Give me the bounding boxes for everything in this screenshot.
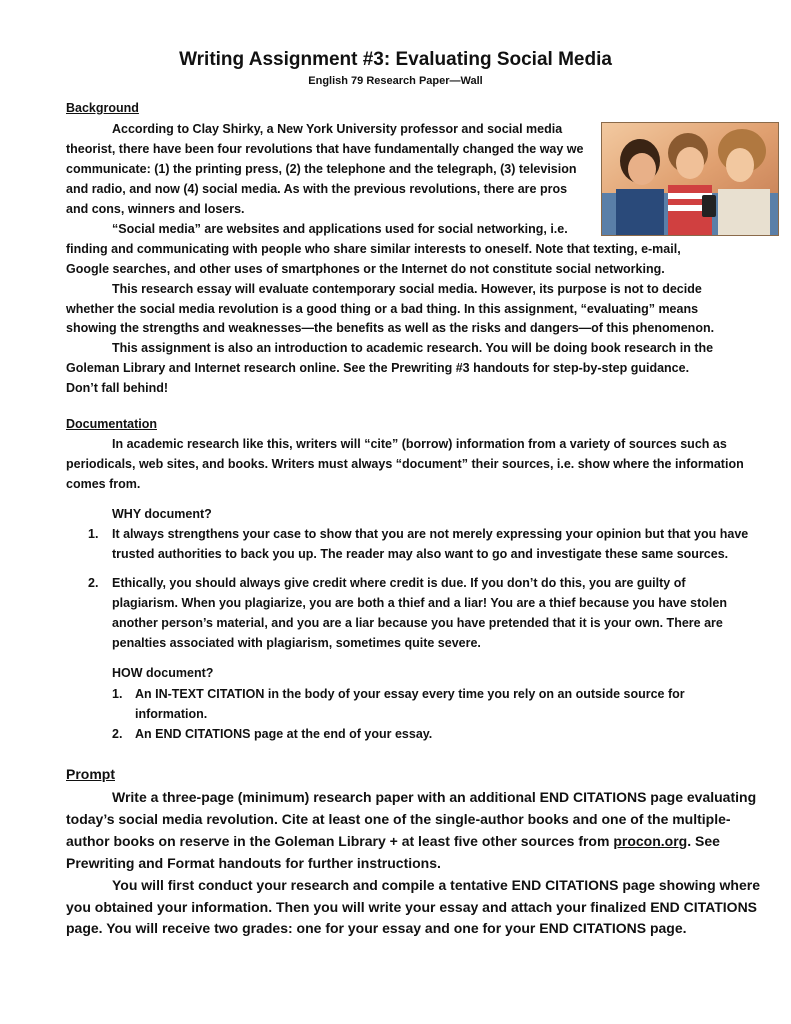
background-line: According to Clay Shirky, a New York University professor and social media: [112, 122, 563, 136]
background-line: whether the social media revolution is a good thing or a bad thing. In this assignment, “evaluating” means: [66, 302, 699, 316]
background-heading: Background: [66, 101, 139, 115]
list-number: 1.: [112, 687, 123, 701]
procon-link[interactable]: procon.org: [613, 833, 688, 849]
prompt-line-with-link: [66, 833, 720, 850]
list-number: 2.: [112, 727, 123, 741]
list-item-line: An IN-TEXT CITATION in the body of your essay every time you rely on an outside source for: [135, 687, 685, 701]
list-item-line: It always strengthens your case to show that you are not merely expressing your opinion but that you have: [112, 527, 749, 541]
documentation-line: comes from.: [66, 477, 141, 491]
documentation-line: In academic research like this, writers will “cite” (borrow) information from a variety of sources such as: [112, 437, 727, 451]
prompt-line-text: author books on reserve in the Goleman Library + at least five other sources from: [66, 833, 614, 849]
prompt-line: page. You will receive two grades: one for your essay and one for your END CITATIONS page.: [66, 920, 687, 936]
background-line: finding and communicating with people who share similar interests to oneself. Note that texting, e-mail,: [66, 242, 681, 256]
background-line: This assignment is also an introduction to academic research. You will be doing book research in the: [112, 341, 714, 355]
list-item-line: penalties associated with plagiarism, sometimes quite severe.: [112, 636, 481, 650]
how-heading: HOW document?: [112, 666, 214, 680]
background-line: Goleman Library and Internet research online. See the Prewriting #3 handouts for step-by-step guidance.: [66, 361, 690, 375]
background-line: and cons, winners and losers.: [66, 202, 245, 216]
background-line: and radio, and now (4) social media. As with the previous revolutions, there are pros: [66, 182, 568, 196]
documentation-line: periodicals, web sites, and books. Writers must always “document” their sources, i.e. show where the information: [66, 457, 744, 471]
students-with-phone-photo: [601, 122, 779, 236]
prompt-line: Prewriting and Format handouts for further instructions.: [66, 855, 441, 871]
background-line: “Social media” are websites and applications used for social networking, i.e.: [112, 222, 568, 236]
why-heading: WHY document?: [112, 507, 212, 521]
background-line: Don’t fall behind!: [66, 381, 169, 395]
documentation-heading: Documentation: [66, 417, 157, 431]
background-line: This research essay will evaluate contemporary social media. However, its purpose is not to decide: [112, 282, 702, 296]
background-line: communicate: (1) the printing press, (2) the telephone and the telegraph, (3) television: [66, 162, 577, 176]
list-item-line: another person’s material, and you are a liar because you have pretended that it is your own. There are: [112, 616, 723, 630]
prompt-line: today’s social media revolution. Cite at least one of the single-author books and one of the multiple-: [66, 811, 731, 827]
list-item-line: Ethically, you should always give credit where credit is due. If you don’t do this, you are guilty of: [112, 576, 686, 590]
list-item-line: An END CITATIONS page at the end of your essay.: [135, 727, 433, 741]
background-line: Google searches, and other uses of smartphones or the Internet do not constitute social networking.: [66, 262, 665, 276]
list-item-line: information.: [135, 707, 208, 721]
list-item-line: plagiarism. When you plagiarize, you are both a thief and a liar! You are a thief because you have stolen: [112, 596, 727, 610]
background-line: theorist, there have been four revolutions that have fundamentally changed the way we: [66, 142, 584, 156]
prompt-line: Write a three-page (minimum) research paper with an additional END CITATIONS page evaluating: [112, 789, 757, 805]
list-item-line: trusted authorities to back you up. The reader may also want to go and investigate these same sources.: [112, 547, 729, 561]
page-subtitle: English 79 Research Paper—Wall: [308, 75, 483, 87]
background-line: showing the strengths and weaknesses—the benefits as well as the risks and dangers—of this phenomenon.: [66, 321, 715, 335]
list-number: 1.: [88, 527, 99, 541]
prompt-line-tail: . See: [687, 833, 720, 849]
page-title: Writing Assignment #3: Evaluating Social Media: [179, 49, 612, 70]
prompt-line: You will first conduct your research and compile a tentative END CITATIONS page showing where: [112, 877, 761, 893]
prompt-heading: Prompt: [66, 766, 115, 782]
list-number: 2.: [88, 576, 99, 590]
prompt-line: you obtained your information. Then you will write your essay and attach your finalized END CITATIONS: [66, 899, 758, 915]
